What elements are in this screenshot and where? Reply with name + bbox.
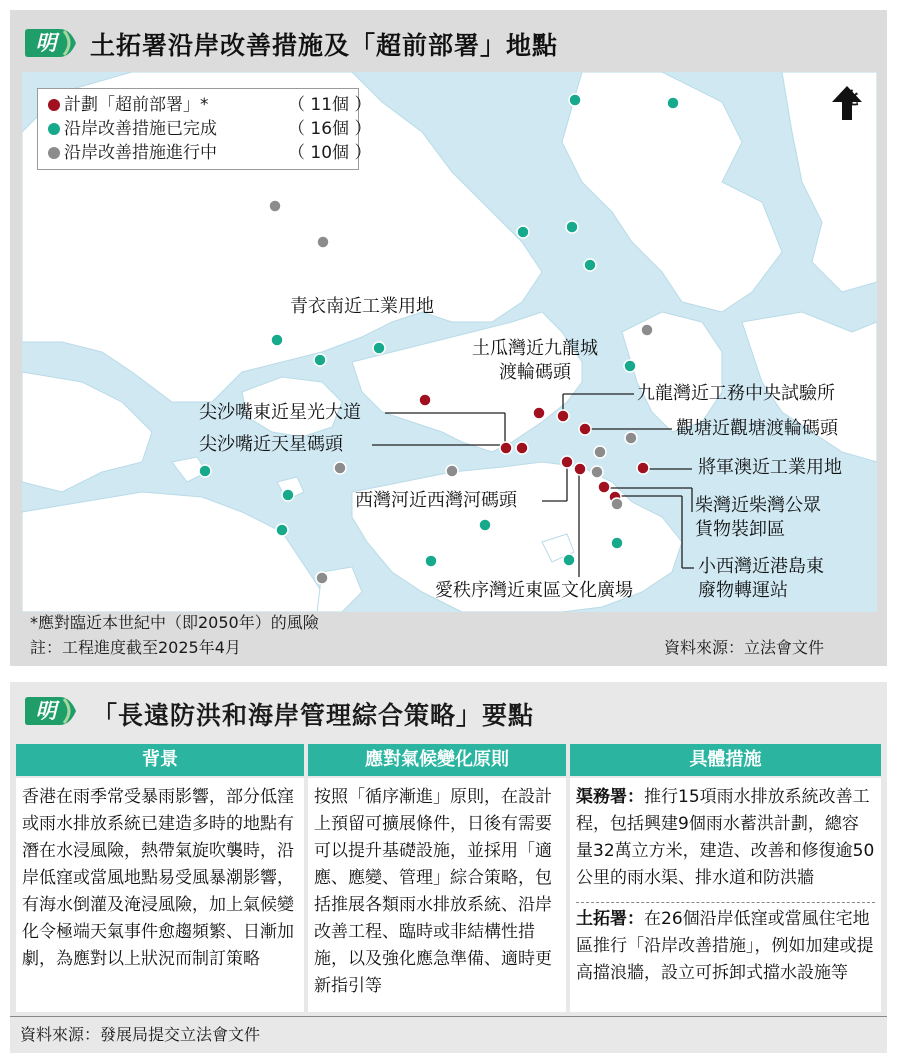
column-body (570, 778, 881, 1012)
map-source: 資料來源：立法會文件 (664, 638, 825, 657)
site-marker-to-kwa-wan (533, 407, 545, 419)
strategy-title: 「長遠防洪和海岸管理綜合策略」要點 (92, 701, 535, 730)
site-marker-kwun-tong (579, 423, 591, 435)
legend-label: 沿岸改善措施已完成 (64, 119, 217, 139)
site-label-line: 廢物轉運站 (698, 580, 788, 601)
legend-count: （ 16個 ） (288, 119, 372, 139)
site-marker-tsm (516, 442, 528, 454)
site-label-line: 小西灣近港島東 (698, 556, 824, 577)
cedd-label: 土拓署： (576, 909, 644, 929)
site-label-tsing-yi: 青衣南近工業用地 (290, 296, 434, 317)
strategy-source: 資料來源：發展局提交立法會文件 (20, 1025, 261, 1044)
site-label-kwun-tong: 觀塘近觀塘渡輪碼頭 (676, 418, 838, 439)
column-header: 背景 (16, 744, 304, 776)
column-principles (308, 744, 566, 1012)
site-marker-kowloon-bay (557, 410, 569, 422)
site-label-line: 貨物裝卸區 (695, 519, 785, 540)
column-header: 應對氣候變化原則 (308, 744, 566, 776)
cedd-measure (576, 906, 875, 987)
map-note: 註：工程進度截至2025年4月 (30, 638, 241, 657)
column-header: 具體措施 (570, 744, 881, 776)
site-label-line: 渡輪碼頭 (499, 362, 571, 383)
column-text: 按照「循序漸進」原則，在設計上預留可擴展條件，日後有需要可以提升基礎設施，並採用「適應、應變、管理」綜合策略，包括推展各類雨水排放系統、沿岸改善工程、臨時或非結構性措施，以及強化應急準備、適時更新指引等 (314, 787, 552, 996)
column-background (16, 744, 304, 1012)
strategy-panel (10, 682, 887, 1053)
site-marker-tsing-yi (419, 394, 431, 406)
column-text: 香港在雨季常受暴雨影響，部分低窪或雨水排放系統已建造多時的地點有潛在水浸風險，熱帶氣旋吹襲時，沿岸低窪或當風地點易受風暴潮影響，有海水倒灌及淹浸風險，加上氣候變化令極端天氣事件愈趨頻繁、日漸加劇，為應對以上狀況而制訂策略 (22, 787, 294, 969)
site-marker-tsm-east (500, 442, 512, 454)
map-title: 土拓署沿岸改善措施及「超前部署」地點 (90, 31, 559, 60)
site-label-sai-wan-ho: 西灣河近西灣河碼頭 (355, 490, 517, 511)
measure-divider (576, 902, 875, 903)
site-label-tko: 將軍澳近工業用地 (698, 457, 842, 478)
site-label-siu-sai-wan (698, 555, 824, 603)
map-footnote: *應對臨近本世紀中（即2050年）的風險 (30, 613, 319, 632)
column-body (16, 778, 304, 1012)
legend-label: 沿岸改善措施進行中 (64, 143, 217, 163)
logo-char: 明 (35, 31, 57, 55)
legend-label: 計劃「超前部署」* (64, 95, 209, 115)
column-body (308, 778, 566, 1012)
site-label-tsm: 尖沙嘴近天星碼頭 (199, 434, 343, 455)
site-label-to-kwa-wan (460, 337, 610, 385)
cedd-text: 在26個沿岸低窪或當風住宅地區推行「沿岸改善措施」，例如加建或提高擋浪牆，設立可拆卸式擋水設施等 (576, 909, 874, 983)
column-measures (570, 744, 881, 1012)
site-marker-chai-wan (598, 481, 610, 493)
site-label-tsm-east: 尖沙嘴東近星光大道 (199, 402, 361, 423)
site-label-kowloon-bay: 九龍灣近工務中央試驗所 (637, 383, 835, 404)
hong-kong-map (22, 72, 877, 612)
dsd-measure (576, 784, 875, 892)
logo-char: 明 (35, 699, 57, 723)
dsd-text: 推行15項雨水排放系統改善工程，包括興建9個雨水蓄洪計劃，總容量32萬立方米，建造、改善和修復逾50公里的雨水渠、排水道和防洪牆 (576, 787, 875, 888)
dsd-label: 渠務署： (576, 787, 644, 807)
site-label-line: 土瓜灣近九龍城 (472, 338, 598, 359)
site-label-chai-wan (695, 494, 821, 542)
map-header (10, 10, 887, 72)
mingpao-logo (24, 694, 82, 728)
site-marker-aldrich-bay (574, 463, 586, 475)
mingpao-logo (24, 26, 82, 60)
legend-count: （ 10個 ） (288, 143, 372, 163)
site-label-aldrich-bay: 愛秩序灣近東區文化廣場 (435, 580, 633, 601)
legend-count: （ 11個 ） (288, 95, 372, 115)
divider (10, 1016, 887, 1017)
site-marker-sai-wan-ho (561, 456, 573, 468)
site-label-line: 柴灣近柴灣公眾 (695, 495, 821, 516)
map-panel (10, 10, 887, 666)
site-marker-tko (637, 462, 649, 474)
